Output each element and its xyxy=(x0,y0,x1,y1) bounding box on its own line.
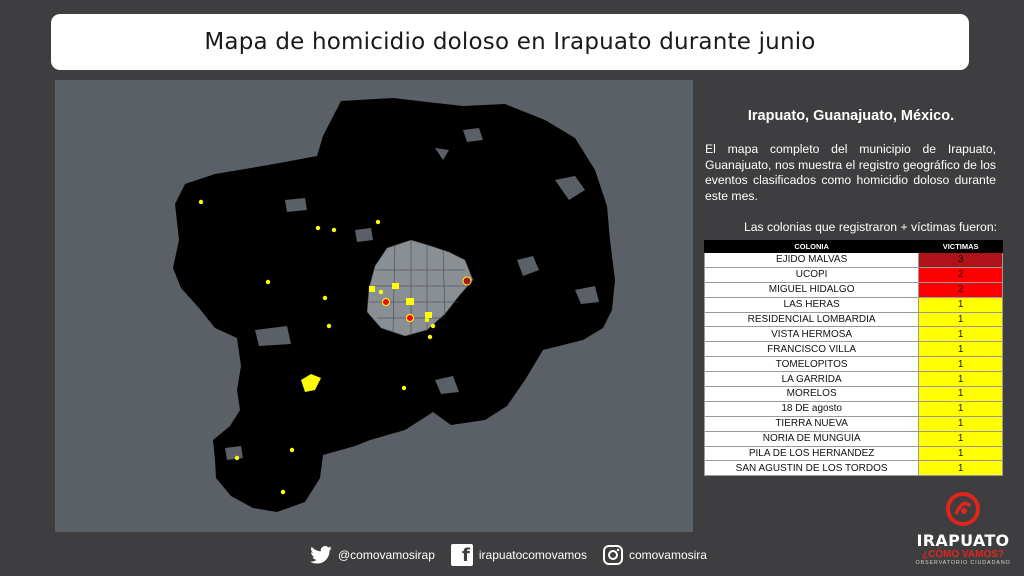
victimas-cell: 1 xyxy=(919,297,1003,312)
victimas-cell: 1 xyxy=(919,372,1003,387)
twitter-handle: @comovamosirap xyxy=(338,548,435,562)
table-row xyxy=(705,297,1003,312)
victimas-cell: 2 xyxy=(919,267,1003,282)
colonia-cell: SAN AGUSTIN DE LOS TORDOS xyxy=(705,461,919,476)
twitter-bird-icon xyxy=(310,546,332,564)
table-row xyxy=(705,401,1003,416)
victim-marker xyxy=(290,448,294,452)
victimas-cell: 1 xyxy=(919,461,1003,476)
victimas-cell: 1 xyxy=(919,401,1003,416)
victim-marker xyxy=(281,490,285,494)
table-row xyxy=(705,416,1003,431)
map-panel xyxy=(55,80,693,532)
table-row xyxy=(705,282,1003,297)
instagram-handle: comovamosira xyxy=(628,548,707,562)
victim-marker xyxy=(235,456,239,460)
column-header-colonia: COLONIA xyxy=(705,241,919,253)
victim-marker xyxy=(402,386,406,390)
victimas-cell: 2 xyxy=(919,282,1003,297)
table-row xyxy=(705,342,1003,357)
page-title: Mapa de homicidio doloso en Irapuato durante junio xyxy=(204,29,816,55)
info-description: El mapa completo del municipio de Irapuato, Guanajuato, nos muestra el registro geográfico de los eventos clasificados como homicidio doloso durante este mes. xyxy=(705,142,996,203)
table-body xyxy=(705,253,1003,476)
municipality-map xyxy=(55,80,693,532)
colonia-cell: LAS HERAS xyxy=(705,297,919,312)
victim-marker-area xyxy=(406,298,414,305)
table-row xyxy=(705,357,1003,372)
victim-marker-medium xyxy=(407,315,414,322)
table-row xyxy=(705,387,1003,402)
table-row xyxy=(705,446,1003,461)
colonia-cell: FRANCISCO VILLA xyxy=(705,342,919,357)
table-row xyxy=(705,327,1003,342)
victim-marker xyxy=(428,335,432,339)
victim-marker xyxy=(431,324,435,328)
colonia-cell: VISTA HERMOSA xyxy=(705,327,919,342)
footer xyxy=(310,542,723,568)
victim-marker xyxy=(323,296,327,300)
colonia-cell: EJIDO MALVAS xyxy=(705,253,919,268)
colonia-cell: NORIA DE MUNGUIA xyxy=(705,431,919,446)
table-row xyxy=(705,461,1003,476)
victimas-cell: 1 xyxy=(919,387,1003,402)
victimas-cell: 1 xyxy=(919,416,1003,431)
table-row xyxy=(705,372,1003,387)
colonia-cell: PILA DE LOS HERNANDEZ xyxy=(705,446,919,461)
colonia-cell: TIERRA NUEVA xyxy=(705,416,919,431)
victimas-cell: 1 xyxy=(919,312,1003,327)
victims-table xyxy=(704,240,1003,476)
colonia-cell: TOMELOPITOS xyxy=(705,357,919,372)
column-header-victimas: VICTIMAS xyxy=(919,241,1003,253)
victim-marker-high xyxy=(463,277,471,285)
victimas-cell: 1 xyxy=(919,327,1003,342)
table-header-row xyxy=(705,241,1003,253)
victim-marker xyxy=(379,290,383,294)
facebook-icon: f xyxy=(451,544,473,566)
victimas-cell: 1 xyxy=(919,342,1003,357)
victim-marker xyxy=(199,200,203,204)
table-row xyxy=(705,267,1003,282)
victim-marker-area xyxy=(392,283,399,289)
facebook-link[interactable] xyxy=(451,544,587,566)
victimas-cell: 1 xyxy=(919,431,1003,446)
twitter-link[interactable] xyxy=(310,546,435,564)
victimas-cell: 1 xyxy=(919,357,1003,372)
victim-marker xyxy=(332,228,336,232)
victim-marker xyxy=(316,226,320,230)
instagram-link[interactable] xyxy=(603,545,707,565)
table-row xyxy=(705,312,1003,327)
colonia-cell: RESIDENCIAL LOMBARDIA xyxy=(705,312,919,327)
victim-marker-area xyxy=(425,312,432,318)
info-heading: Irapuato, Guanajuato, México. xyxy=(747,108,955,124)
table-row xyxy=(705,253,1003,268)
victim-marker-medium xyxy=(383,299,390,306)
colonia-cell: 18 DE agosto xyxy=(705,401,919,416)
victim-marker-area xyxy=(369,286,375,292)
brand-logo xyxy=(908,492,1018,566)
colonia-cell: MORELOS xyxy=(705,387,919,402)
victim-marker xyxy=(266,280,270,284)
victimas-cell: 1 xyxy=(919,446,1003,461)
irapuato-como-vamos-logo xyxy=(908,492,1018,531)
facebook-handle: irapuatocomovamos xyxy=(478,548,587,562)
brand-subtitle: OBSERVATORIO CIUDADANO xyxy=(915,560,1011,566)
brand-name: IRAPUATO xyxy=(916,531,1010,550)
instagram-icon xyxy=(603,545,623,565)
colonia-cell: MIGUEL HIDALGO xyxy=(705,282,919,297)
victim-marker xyxy=(327,324,331,328)
info-subheading: Las colonias que registraron + víctimas fueron: xyxy=(743,220,997,234)
victim-marker xyxy=(376,220,380,224)
brand-tagline: ¿CÓMO VAMOS? xyxy=(921,549,1005,560)
colonia-cell: UCOPI xyxy=(705,267,919,282)
colonia-cell: LA GARRIDA xyxy=(705,372,919,387)
victim-marker xyxy=(425,318,429,322)
title-bar xyxy=(51,14,969,70)
victimas-cell: 3 xyxy=(919,253,1003,268)
table-row xyxy=(705,431,1003,446)
